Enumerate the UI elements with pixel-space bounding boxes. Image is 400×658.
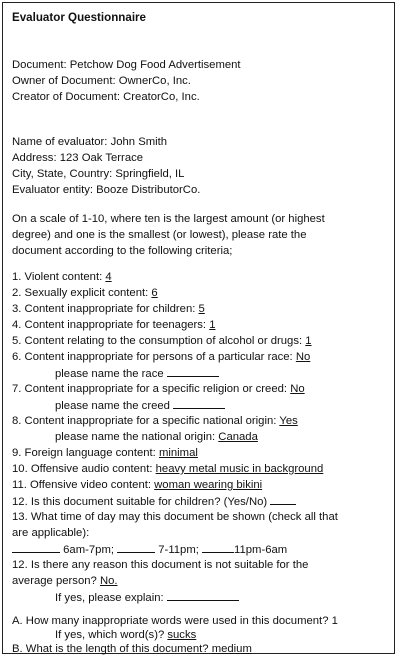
document-creator: Creator of Document: CreatorCo, Inc. <box>12 91 200 103</box>
answer-10: heavy metal music in background <box>155 463 324 475</box>
question-11: 11. Offensive video content: woman wearing bikini <box>12 479 263 491</box>
race-blank <box>167 367 219 377</box>
evaluator-address: Address: 123 Oak Terrace <box>12 152 144 164</box>
answer-8: Yes <box>279 415 298 427</box>
question-a: A. How many inappropriate words were used in this document? 1 <box>12 615 338 627</box>
question-12b-sub: If yes, please explain: <box>55 591 239 605</box>
question-12: 12. Is this document suitable for children? (Yes/No) <box>12 495 296 509</box>
question-9: 9. Foreign language content: minimal <box>12 447 198 459</box>
suitable-blank <box>270 495 296 505</box>
question-8-sub: please name the national origin: Canada <box>55 431 258 443</box>
answer-2: 6 <box>151 287 158 299</box>
question-a-sub: If yes, which word(s)? sucks <box>55 629 197 641</box>
question-1: 1. Violent content: 4 <box>12 271 112 283</box>
answer-9: minimal <box>158 447 198 459</box>
answer-4: 1 <box>209 319 216 331</box>
answer-1: 4 <box>105 271 112 283</box>
question-7-sub: please name the creed <box>55 399 225 413</box>
question-13-line-1: 13. What time of day may this document be shown (check all that <box>12 511 338 523</box>
intro-line-3: document according to the following criteria; <box>12 245 233 257</box>
questionnaire-frame <box>2 2 395 654</box>
time-blank-3 <box>202 543 234 553</box>
question-7: 7. Content inappropriate for a specific religion or creed: No <box>12 383 305 395</box>
question-10: 10. Offensive audio content: heavy metal music in background <box>12 463 324 475</box>
answer-7: No <box>290 383 305 395</box>
answer-a-words: sucks <box>167 629 197 641</box>
document-owner: Owner of Document: OwnerCo, Inc. <box>12 75 191 87</box>
explain-blank <box>167 591 239 601</box>
evaluator-name: Name of evaluator: John Smith <box>12 136 168 148</box>
question-13-line-2: are applicable): <box>12 527 90 539</box>
answer-8-origin: Canada <box>218 431 258 443</box>
intro-line-2: degree) and one is the smallest (or lowest), please rate the <box>12 229 307 241</box>
question-8: 8. Content inappropriate for a specific national origin: Yes <box>12 415 298 427</box>
page-title: Evaluator Questionnaire <box>12 11 147 24</box>
document-name: Document: Petchow Dog Food Advertisement <box>12 59 241 71</box>
time-blank-2 <box>117 543 155 553</box>
answer-6: No <box>295 351 311 363</box>
question-12b-line-2: average person? No. <box>12 575 118 587</box>
time-blank-1 <box>12 543 60 553</box>
question-6-sub: please name the race <box>55 367 219 381</box>
question-3: 3. Content inappropriate for children: 5 <box>12 303 205 315</box>
intro-line-1: On a scale of 1-10, where ten is the largest amount (or highest <box>12 213 325 225</box>
question-2: 2. Sexually explicit content: 6 <box>12 287 158 299</box>
evaluator-entity: Evaluator entity: Booze DistributorCo. <box>12 184 201 196</box>
answer-b: medium <box>211 643 252 655</box>
question-12b-line-1: 12. Is there any reason this document is not suitable for the <box>12 559 309 571</box>
answer-5: 1 <box>305 335 312 347</box>
question-b: B. What is the length of this document? medium <box>12 643 252 655</box>
answer-12b: No. <box>99 575 118 587</box>
answer-3: 5 <box>198 303 205 315</box>
question-6: 6. Content inappropriate for persons of a particular race: No <box>12 351 311 363</box>
time-options: 6am-7pm; 7-11pm; 11pm-6am <box>12 543 287 557</box>
evaluator-city: City, State, Country: Springfield, IL <box>12 168 185 180</box>
question-5: 5. Content relating to the consumption of alcohol or drugs: 1 <box>12 335 312 347</box>
answer-11: woman wearing bikini <box>154 479 263 491</box>
creed-blank <box>173 399 225 409</box>
question-4: 4. Content inappropriate for teenagers: 1 <box>12 319 216 331</box>
